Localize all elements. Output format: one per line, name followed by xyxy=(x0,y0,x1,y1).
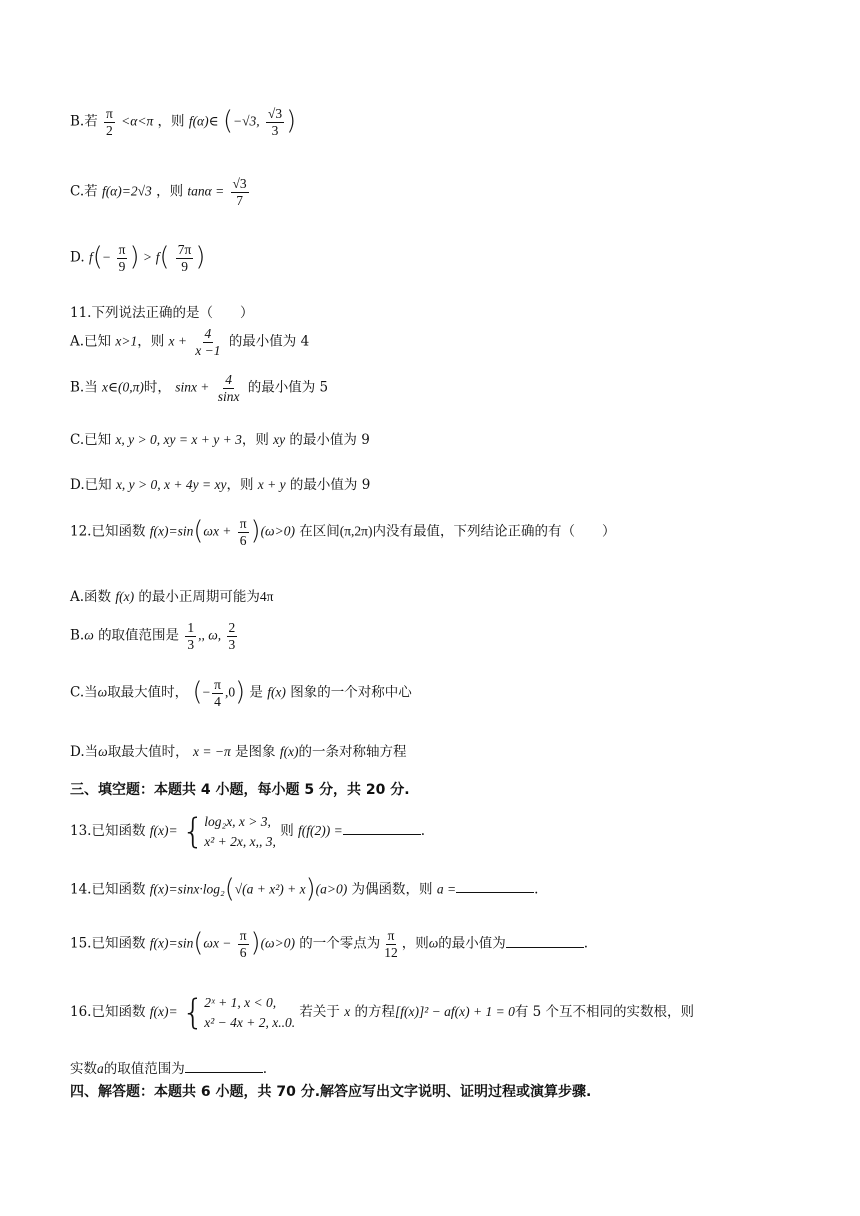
answer-blank[interactable] xyxy=(343,820,421,835)
fraction: $\frac{√3}{3}$ xyxy=(267,106,283,138)
fraction: $\frac{2}{3}$ xyxy=(228,620,236,652)
q12-option-a: A.函数 f(x) 的最小正周期可能为4π xyxy=(70,589,274,605)
fraction: $\frac{4}{\sin x}$ xyxy=(217,372,240,404)
q11-option-c: C.已知 x, y > 0, xy = x + y + 3，则 xy 的最小值为 9 xyxy=(70,432,370,448)
fraction: $\frac{√3}{7}$ xyxy=(232,176,247,208)
answer-blank[interactable] xyxy=(456,878,534,893)
q11-option-a: A.已知 x>1，则 x + $\frac{4}{x -1}$ 的最小值为 4 xyxy=(70,326,310,358)
fraction: $\frac{4}{x -1}$ xyxy=(195,326,221,358)
fraction: $\frac{1}{3}$ xyxy=(187,620,195,652)
section-3-heading: 三、填空题：本题共 4 小题，每小题 5 分，共 20 分. xyxy=(70,782,410,798)
q11-stem: 11.下列说法正确的是（ ） xyxy=(70,305,254,321)
fraction: $\frac{\pi}{2}$ xyxy=(106,106,113,138)
fraction: $\frac{\pi}{6}$ xyxy=(239,928,247,960)
q11-option-b: B.当 x∈(0,π)时， sinx + $\frac{4}{\sin x}$ 的最小值为 5 xyxy=(70,372,329,404)
fraction: $\frac{7\pi}{9}$ xyxy=(177,242,192,274)
fraction: $\frac{\pi}{4}$ xyxy=(214,677,221,709)
q10-option-b: B.若 $\frac{\pi}{2}$ <α<π ，则 f(α)∈ (−√3, $\frac{√3}{3}$ ) xyxy=(70,106,297,138)
answer-blank[interactable] xyxy=(506,933,584,948)
answer-blank[interactable] xyxy=(185,1058,263,1073)
q13: 13.已知函数 f(x)= { log₂x, x > 3, x² + 2x, x,, 3, 则 f(f(2)) = . xyxy=(70,811,425,853)
q15: 15.已知函数 f(x)=sin(ωx − $\frac{\pi}{6}$ )(ω>0) 的一个零点为 $\frac{\pi}{12}$ ，则ω的最小值为 . xyxy=(70,928,589,960)
section-4-heading: 四、解答题：本题共 6 小题，共 70 分.解答应写出文字说明、证明过程或演算步骤. xyxy=(70,1084,592,1100)
q12-option-d: D.当ω取最大值时， x = −π 是图象 f(x)的一条对称轴方程 xyxy=(70,744,407,760)
q16-line2: 实数a的取值范围为 . xyxy=(70,1057,267,1077)
q16: 16.已知函数 f(x)= { 2ˣ + 1, x < 0, x² − 4x + 2, x..0. 若关于 x 的方程[f(x)]² − af(x) + 1 = 0有 5 个互不相同的实数根，则 xyxy=(70,992,695,1034)
q14: 14.已知函数 f(x)=sinx·log₂(√(a + x²) + x)(a>0) 为偶函数，则 a = . xyxy=(70,874,539,904)
fraction: $\frac{\pi}{9}$ xyxy=(118,242,126,274)
q12-stem: 12.已知函数 f(x)=sin(ωx + $\frac{\pi}{6}$ )(ω>0) 在区间(π,2π)内没有最值，下列结论正确的有（ ） xyxy=(70,516,616,548)
fraction: $\frac{\pi}{12}$ xyxy=(384,928,398,960)
fraction: $\frac{\pi}{6}$ xyxy=(239,516,247,548)
q12-option-b: B.ω 的取值范围是 $\frac{1}{3}$ ,, ω, $\frac{2}{3}$ xyxy=(70,620,236,652)
q12-option-c: C.当ω取最大值时， (− $\frac{\pi}{4}$ ,0) 是 f(x) 图象的一个对称中心 xyxy=(70,677,412,709)
q10-option-c: C.若 f(α)=2√3 ，则 tanα = $\frac{√3}{7}$ xyxy=(70,176,247,208)
q10-option-d: D. f(− $\frac{\pi}{9}$ ) > f( $\frac{7\pi}{9}$ ) xyxy=(70,242,206,274)
q11-option-d: D.已知 x, y > 0, x + 4y = xy，则 x + y 的最小值为 9 xyxy=(70,477,371,493)
